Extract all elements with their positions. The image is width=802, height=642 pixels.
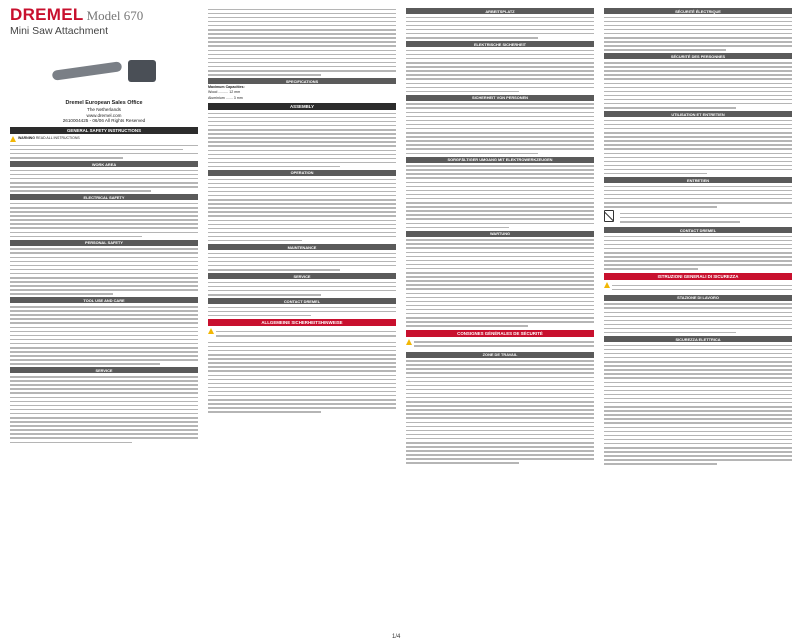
brand-header [10,6,198,25]
warning-block [10,136,198,142]
section-arbeitsplatz: ARBEITSPLATZ [406,8,594,14]
column-english-operation [208,6,396,632]
brand-logo: DREMEL [10,6,84,24]
warning-triangle-icon [208,328,214,334]
crossed-bin-icon [604,210,614,222]
column-french-italian [604,6,792,632]
section-contact-dremel: CONTACT DREMEL [208,298,396,304]
warning-triangle-icon [406,339,412,345]
disposal-block [604,210,792,225]
sales-office: Dremel European Sales Office [65,100,143,106]
section-specifications: SPECIFICATIONS [208,78,396,84]
column-german-french [406,6,594,632]
section-personal-safety: PERSONAL SAFETY [10,240,198,246]
website: www.dremel.com [86,112,122,118]
section-service-2: SERVICE [208,273,396,279]
section-operation: OPERATION [208,170,396,176]
section-electrical-safety: ELECTRICAL SAFETY [10,194,198,200]
section-utilisation-entretien: UTILISATION ET ENTRETIEN [604,111,792,117]
page-number: 1/4 [392,634,401,640]
section-securite-personnes: SÉCURITÉ DES PERSONNES [604,53,792,59]
warning-triangle-icon [604,282,610,288]
section-umgang-werkzeug: SORGFÄLTIGER UMGANG MIT ELEKTROWERKZEUGEN [406,157,594,163]
document-number: 2610004425 - 06/06 All Rights Reserved [62,118,146,124]
section-contact-dremel-fr: CONTACT DREMEL [604,227,792,233]
section-securite-electrique: SÉCURITÉ ÉLECTRIQUE [604,8,792,14]
section-wartung: WARTUNG [406,231,594,237]
country: The Netherlands [87,106,121,112]
rotary-tool-shape [52,61,123,81]
section-zone-travail: ZONE DE TRAVAIL [406,352,594,358]
column-english-safety [10,6,198,632]
warning-triangle-icon [10,136,16,142]
section-stazione-lavoro: STAZIONE DI LAVORO [604,295,792,301]
spec-wood: Wood .......... 12 mm [208,90,241,95]
french-safety-header: CONSIGNES GÉNÉRALES DE SÉCURITÉ [406,330,594,337]
section-sicherheit-personen: SICHERHEIT VON PERSONEN [406,95,594,101]
product-photo [10,45,198,97]
product-title: Mini Saw Attachment [10,25,109,37]
assembly-header: ASSEMBLY [208,103,396,110]
body-text-lines [10,145,198,159]
saw-attachment-shape [128,60,156,82]
address-block [10,101,198,124]
general-safety-header: GENERAL SAFETY INSTRUCTIONS [10,127,198,134]
section-maintenance: MAINTENANCE [208,244,396,250]
warning-label: WARNING [18,136,35,141]
model-number: Model 670 [86,8,144,23]
german-safety-header: ALLGEMEINE SICHERHEITSHINWEISE [208,319,396,326]
warning-text: READ ALL INSTRUCTIONS [35,136,80,141]
spec-max-capacities: Maximum Capacities: [208,85,245,90]
italian-safety-header: ISTRUZIONI GENERALI DI SICUREZZA [604,273,792,280]
section-tool-use-care: TOOL USE AND CARE [10,297,198,303]
section-work-area: WORK AREA [10,161,198,167]
spec-aluminium: Aluminium ....... 3 mm [208,95,243,100]
section-elektrische-sicherheit: ELEKTRISCHE SICHERHEIT [406,41,594,47]
section-service: SERVICE [10,367,198,373]
section-entretien: ENTRETIEN [604,177,792,183]
section-sicurezza-elettrica: SICUREZZA ELETTRICA [604,336,792,342]
